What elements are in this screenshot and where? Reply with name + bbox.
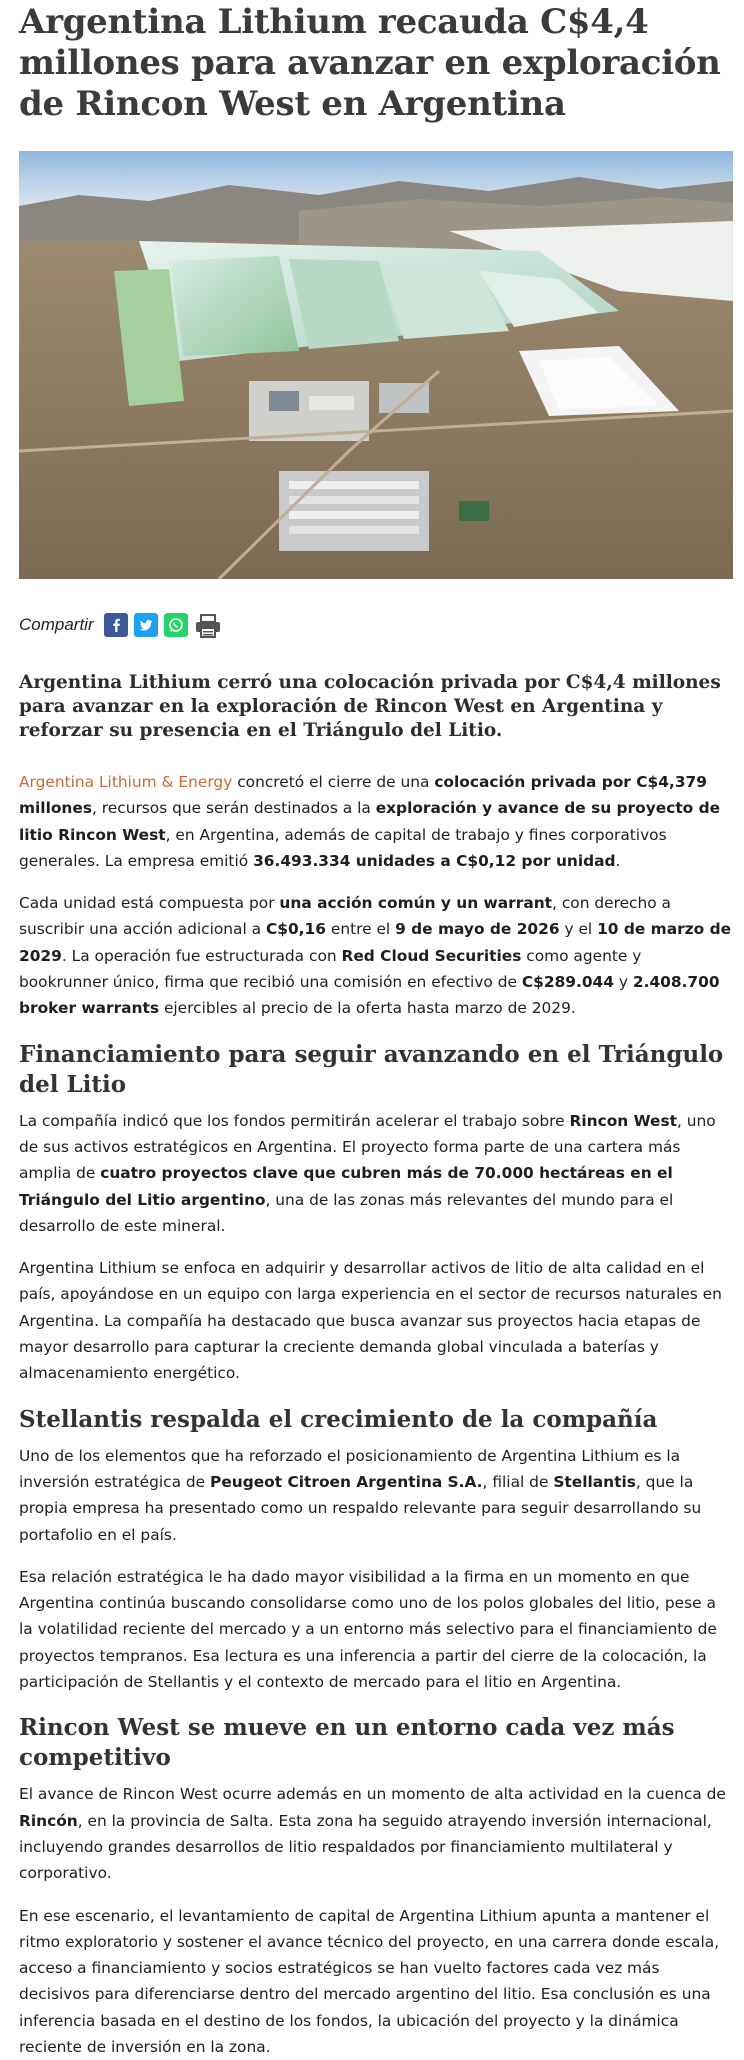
paragraph-7 <box>19 1781 733 1886</box>
text: , en Argentina, además de capital de trabajo y fines corporativos generales. La empresa emitió <box>19 826 667 870</box>
share-bar <box>19 611 733 639</box>
text: . <box>616 852 621 870</box>
section-heading-rincon-west: Rincon West se mueve en un entorno cada vez más competitivo <box>19 1713 733 1773</box>
text: . La operación fue estructurada con <box>62 947 342 965</box>
paragraph-5 <box>19 1443 733 1548</box>
section-heading-stellantis: Stellantis respalda el crecimiento de la compañía <box>19 1405 733 1435</box>
text: , recursos que serán destinados a la <box>92 799 376 817</box>
text: ejercibles al precio de la oferta hasta marzo de 2029. <box>159 999 576 1017</box>
bold-text: una acción común y un warrant <box>279 894 552 912</box>
hero-image <box>19 151 733 579</box>
text: , con derecho a suscribir una acción adicional a <box>19 894 671 938</box>
text: , uno de sus activos estratégicos en Argentina. El proyecto forma parte de una cartera más amplia de <box>19 1112 716 1183</box>
paragraph-2 <box>19 890 733 1021</box>
text: , una de las zonas más relevantes del mundo para el desarrollo de este mineral. <box>19 1191 673 1235</box>
text: y el <box>560 920 598 938</box>
paragraph-3 <box>19 1108 733 1239</box>
text: La compañía indicó que los fondos permitirán acelerar el trabajo sobre <box>19 1112 569 1130</box>
bold-text: colocación privada por C$4,379 millones <box>19 773 707 817</box>
facebook-icon[interactable] <box>104 613 128 637</box>
bold-text: cuatro proyectos clave que cubren más de 70.000 hectáreas en el Triángulo del Litio argentino <box>19 1164 673 1208</box>
article-lead: Argentina Lithium cerró una colocación privada por C$4,4 millones para avanzar en la exploración de Rincon West en Argentina y reforzar su presencia en el Triángulo del Litio. <box>19 671 733 743</box>
paragraph-6: Esa relación estratégica le ha dado mayor visibilidad a la firma en un momento en que Argentina continúa buscando consolidarse como uno de los polos globales del litio, pese a la volatilidad reciente del mercado y a un entorno más selectivo para el financiamiento de proyectos tempranos. Esa lectura es una inferencia a partir del cierre de la colocación, la participación de Stellantis y el contexto de mercado para el litio en Argentina. <box>19 1564 733 1695</box>
text: , filial de <box>483 1473 554 1491</box>
bold-text: C$0,16 <box>266 920 326 938</box>
paragraph-4: Argentina Lithium se enfoca en adquirir y desarrollar activos de litio de alta calidad en el país, apoyándose en un equipo con larga experiencia en el sector de recursos naturales en Argentina. La compañía ha destacado que busca avanzar sus proyectos hacia etapas de mayor desarrollo para capturar la creciente demanda global vinculada a baterías y almacenamiento energético. <box>19 1255 733 1386</box>
text: y <box>614 973 633 991</box>
text: entre el <box>326 920 395 938</box>
article-title: Argentina Lithium recauda C$4,4 millones para avanzar en exploración de Rincon West en Argentina <box>19 2 733 125</box>
section-heading-financiamiento: Financiamiento para seguir avanzando en el Triángulo del Litio <box>19 1040 733 1100</box>
text: Cada unidad está compuesta por <box>19 894 279 912</box>
article <box>19 2 733 2060</box>
share-label: Compartir <box>19 615 94 635</box>
bold-text: Rincón <box>19 1812 78 1830</box>
bold-text: Peugeot Citroen Argentina S.A. <box>210 1473 483 1491</box>
twitter-icon[interactable] <box>134 613 158 637</box>
paragraph-1 <box>19 769 733 874</box>
bold-text: Stellantis <box>553 1473 636 1491</box>
bold-text: 10 de marzo de 2029 <box>19 920 731 964</box>
text: concretó el cierre de una <box>232 773 434 791</box>
paragraph-8: En ese escenario, el levantamiento de capital de Argentina Lithium apunta a mantener el ritmo exploratorio y sostener el avance técnico del proyecto, en una carrera donde escala, acceso a financiamiento y socios estratégicos se han vuelto factores cada vez más decisivos para diferenciarse dentro del mercado argentino del litio. Esa conclusión es una inferencia basada en el destino de los fondos, la ubicación del proyecto y la dinámica reciente de inversión en la zona. <box>19 1903 733 2060</box>
text: , en la provincia de Salta. Esta zona ha seguido atrayendo inversión internacional, incluyendo grandes desarrollos de litio respaldados por financiamiento multilateral y corporativo. <box>19 1812 712 1883</box>
text: , que la propia empresa ha presentado como un respaldo relevante para seguir desarrollando su portafolio en el país. <box>19 1473 701 1544</box>
company-link[interactable]: Argentina Lithium & Energy <box>19 773 232 791</box>
bold-text: 2.408.700 broker warrants <box>19 973 720 1017</box>
print-icon[interactable] <box>194 613 222 637</box>
text: El avance de Rincon West ocurre además en un momento de alta actividad en la cuenca de <box>19 1785 726 1803</box>
bold-text: C$289.044 <box>522 973 614 991</box>
bold-text: 36.493.334 unidades a C$0,12 por unidad <box>253 852 616 870</box>
bold-text: Rincon West <box>569 1112 676 1130</box>
text: como agente y bookrunner único, firma que recibió una comisión en efectivo de <box>19 947 641 991</box>
bold-text: 9 de mayo de 2026 <box>395 920 559 938</box>
bold-text: exploración y avance de su proyecto de litio Rincon West <box>19 799 720 843</box>
text: Uno de los elementos que ha reforzado el posicionamiento de Argentina Lithium es la inversión estratégica de <box>19 1447 680 1491</box>
whatsapp-icon[interactable] <box>164 613 188 637</box>
bold-text: Red Cloud Securities <box>342 947 522 965</box>
